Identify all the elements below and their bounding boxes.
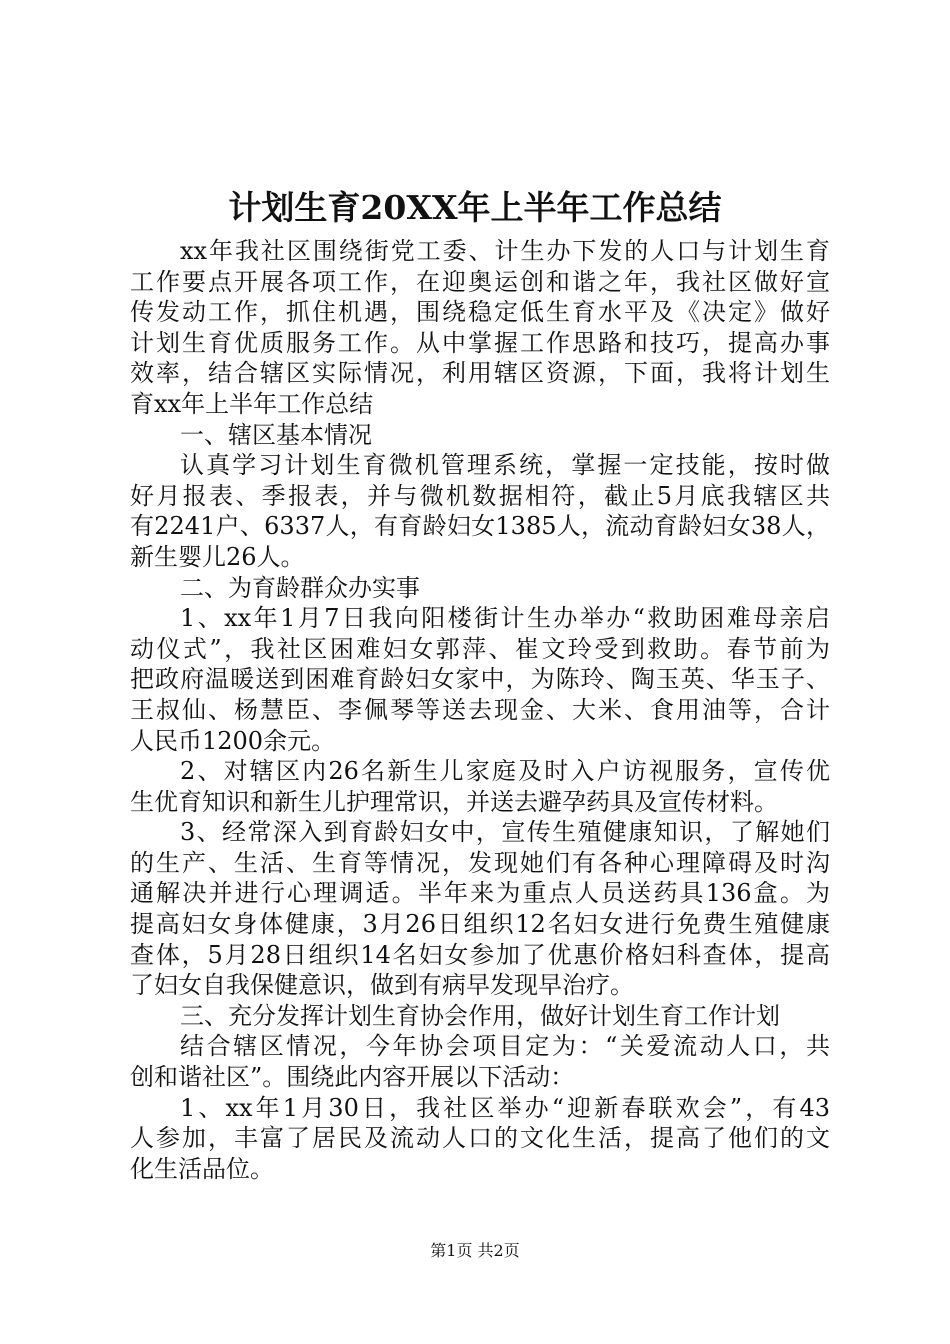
text-line: 人民币1200余元。 (130, 726, 336, 755)
text-line: 三、充分发挥计划生育协会作用，做好计划生育工作计划 (180, 1001, 780, 1030)
text-line: 通解决并进行心理调适。半年来为重点人员送药具136盒。为 (130, 879, 830, 908)
text-line: 2、对辖区内26名新生儿家庭及时入户访视服务，宣传优 (180, 757, 830, 786)
text-line: 生优育知识和新生儿护理常识，并送去避孕药具及宣传材料。 (130, 787, 778, 816)
text-line: xx年我社区围绕街党工委、计生办下发的人口与计划生育 (180, 237, 830, 265)
text-line: 的生产、生活、生育等情况，发现她们有各种心理障碍及时沟 (130, 848, 830, 877)
text-line: 1、xx年1月7日我向阳楼街计生办举办“救助困难母亲启 (180, 604, 830, 633)
text-line: 认真学习计划生育微机管理系统，掌握一定技能，按时做 (180, 451, 830, 480)
text-line: 动仪式”，我社区困难妇女郭萍、崔文玲受到救助。春节前为 (130, 634, 830, 663)
text-line: 传发动工作，抓住机遇，围绕稳定低生育水平及《决定》做好 (130, 298, 830, 327)
text-line: 人参加，丰富了居民及流动人口的文化生活，提高了他们的文 (130, 1124, 830, 1153)
text-line: 查体，5月28日组织14名妇女参加了优惠价格妇科查体，提高 (130, 940, 830, 969)
text-line: 一、辖区基本情况 (180, 420, 372, 449)
text-line: 新生婴儿26人。 (130, 542, 305, 571)
text-line: 计划生育优质服务工作。从中掌握工作思路和技巧，提高办事 (130, 328, 830, 357)
text-line: 把政府温暖送到困难育龄妇女家中，为陈玲、陶玉英、华玉子、 (130, 665, 830, 694)
text-line: 了妇女自我保健意识，做到有病早发现早治疗。 (130, 971, 634, 1000)
text-line: 好月报表、季报表，并与微机数据相符，截止5月底我辖区共 (130, 481, 830, 510)
text-line: 创和谐社区”。围绕此内容开展以下活动： (130, 1063, 575, 1092)
text-line: 化生活品位。 (130, 1154, 274, 1183)
document-title: 计划生育20XX年上半年工作总结 (228, 188, 722, 227)
text-line: 1、xx年1月30日，我社区举办“迎新春联欢会”，有43 (180, 1093, 830, 1122)
document-body (130, 236, 830, 1184)
text-line: 结合辖区情况，今年协会项目定为：“关爱流动人口，共 (180, 1032, 830, 1061)
text-line: 工作要点开展各项工作，在迎奥运创和谐之年，我社区做好宣 (130, 267, 830, 296)
text-line: 王叔仙、杨慧臣、李佩琴等送去现金、大米、食用油等，合计 (130, 695, 830, 724)
text-line: 二、为育龄群众办实事 (180, 573, 420, 602)
text-line: 3、经常深入到育龄妇女中，宣传生殖健康知识，了解她们 (180, 818, 830, 847)
text-line: 有2241户、6337人，有育龄妇女1385人，流动育龄妇女38人， (130, 512, 830, 541)
text-line: 效率，结合辖区实际情况，利用辖区资源，下面，我将计划生 (130, 359, 830, 388)
text-line: 提高妇女身体健康，3月26日组织12名妇女进行免费生殖健康 (130, 910, 830, 939)
page-footer: 第1页 共2页 (430, 1241, 520, 1260)
text-line: 育xx年上半年工作总结 (130, 389, 374, 418)
